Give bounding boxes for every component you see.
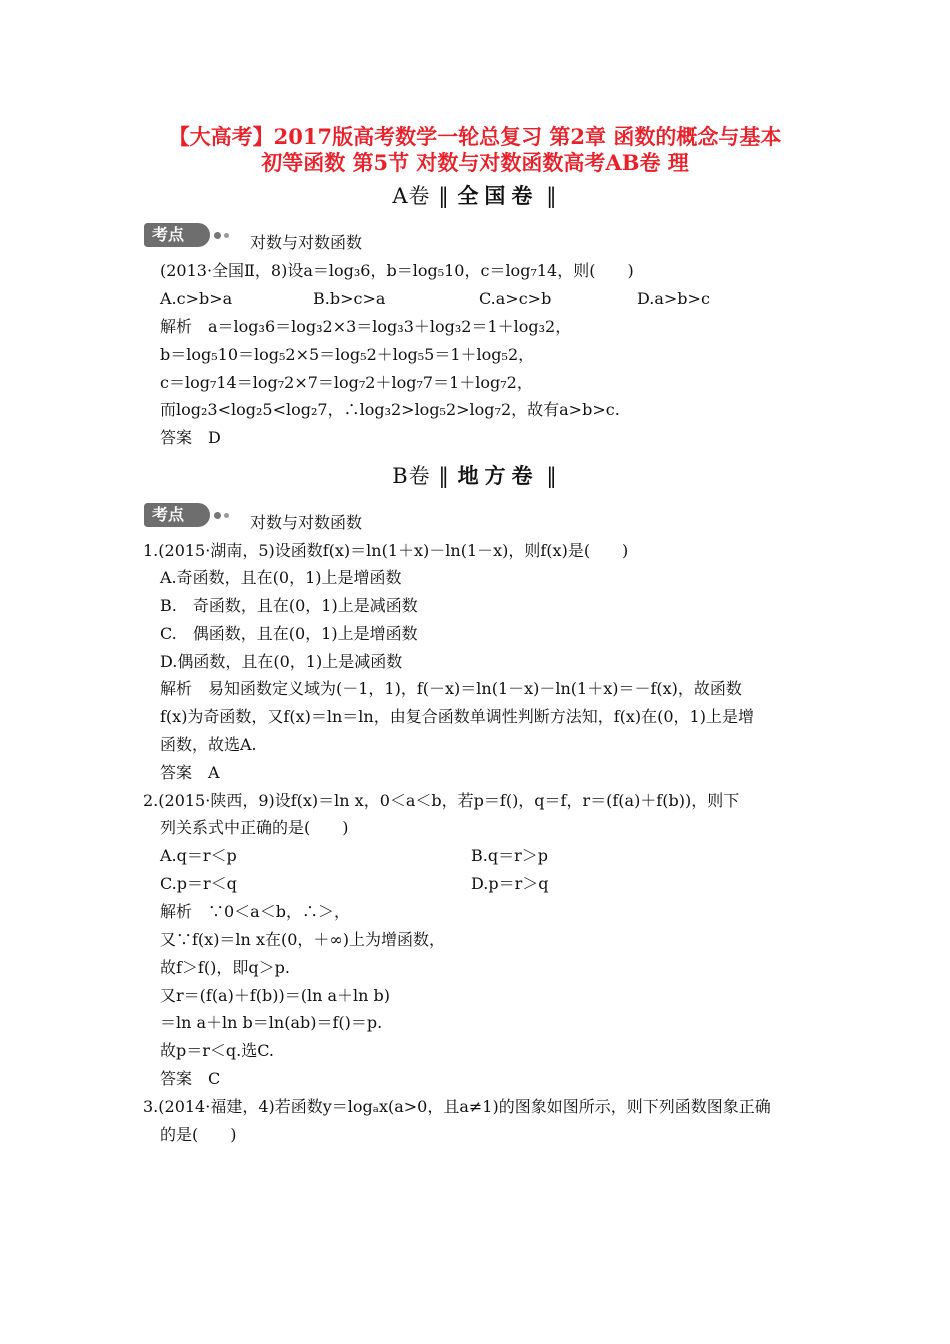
kaodian-badge-b [144,500,232,530]
badge-dot-icon [224,513,229,518]
q2-analysis-line: 又r＝(f(a)＋f(b))＝(ln a＋ln b) [160,986,391,1005]
document-title-line1: 【大高考】2017版高考数学一轮总复习 第2章 函数的概念与基本 [168,124,782,149]
q2-analysis-line: 又∵f(x)＝ln x在(0，＋∞)上为增函数， [160,930,445,949]
q2-analysis-line: 故f＞f()，即q＞p. [160,958,290,977]
section-a-heading [0,182,950,210]
kaodian-badge-text: 考点 [152,225,185,244]
q3-stem-line2: 的是( ) [160,1125,237,1144]
q1-option-a: A.奇函数，且在(0，1)上是增函数 [160,568,402,587]
section-b-heading [0,462,950,490]
q2-option-d: D.p＝r＞q [471,874,549,893]
q3-stem-line1: 3.(2014·福建，4)若函数y＝logₐx(a>0，且a≠1)的图象如图所示，则下列函数图象正确 [143,1097,771,1116]
q2-option-b: B.q＝r＞p [471,846,548,865]
badge-dot-icon [224,233,229,238]
qa-analysis-line: b＝log₅10＝log₅2×5＝log₅2＋log₅5＝1＋log₅2， [160,345,535,364]
q1-option-b: B. 奇函数，且在(0，1)上是减函数 [160,596,418,615]
qa-analysis-line: 而log₂3<log₂5<log₂7，∴log₃2>log₅2>log₇2，故有a>b>c. [160,400,620,419]
qa-stem: (2013·全国Ⅱ，8)设a＝log₃6，b＝log₅10，c＝log₇14，则( ) [160,261,634,280]
document-title-line2: 初等函数 第5节 对数与对数函数高考AB卷 理 [261,150,689,175]
section-a-prefix: A卷 [392,184,431,208]
q1-stem: 1.(2015·湖南，5)设函数f(x)＝ln(1＋x)－ln(1－x)，则f(x)是( ) [143,541,629,560]
kaodian-badge-a [144,220,232,250]
q1-option-c: C. 偶函数，且在(0，1)上是增函数 [160,624,418,643]
section-a-separator: ‖ [438,184,450,208]
q1-option-d: D.偶函数，且在(0，1)上是减函数 [160,652,403,671]
badge-dot-icon [214,512,221,519]
q2-analysis-line: 解析 ∵0＜a＜b，∴＞， [160,902,350,921]
kaodian-topic-b: 对数与对数函数 [250,513,363,532]
section-b-name: 地方卷 [457,463,539,488]
q1-analysis-line: f(x)为奇函数，又f(x)＝ln＝ln，由复合函数单调性判断方法知，f(x)在(0，1)上是增 [160,707,754,726]
qa-option-c: C.a>c>b [479,289,552,308]
qa-answer: 答案 D [160,428,221,447]
kaodian-badge-text: 考点 [152,505,185,524]
q1-answer: 答案 A [160,763,220,782]
q2-option-a: A.q＝r＜p [160,846,237,865]
q2-answer: 答案 C [160,1069,221,1088]
section-a-separator-end: ‖ [546,184,558,208]
q2-analysis-line: 故p＝r＜q.选C. [160,1041,274,1060]
section-a-name: 全国卷 [457,183,539,208]
section-b-separator: ‖ [438,464,450,488]
qa-option-b: B.b>c>a [313,289,386,308]
q2-analysis-line: ＝ln a＋ln b＝ln(ab)＝f()＝p. [160,1013,383,1032]
qa-analysis-line: c＝log₇14＝log₇2×7＝log₇2＋log₇7＝1＋log₇2， [160,373,533,392]
q1-analysis-line: 函数，故选A. [160,735,257,754]
kaodian-topic-a: 对数与对数函数 [250,233,363,252]
q2-stem-line2: 列关系式中正确的是( ) [160,818,349,837]
q2-option-c: C.p＝r＜q [160,874,237,893]
q1-analysis-line: 解析 易知函数定义域为(－1，1)，f(－x)＝ln(1－x)－ln(1＋x)＝－f(x)，故函数 [160,679,742,698]
q2-stem-line1: 2.(2015·陕西，9)设f(x)＝ln x，0＜a＜b，若p＝f()，q＝f，r＝(f(a)＋f(b))，则下 [143,791,740,810]
section-b-prefix: B卷 [392,464,431,488]
qa-option-d: D.a>b>c [637,289,710,308]
qa-analysis-line: 解析 a＝log₃6＝log₃2×3＝log₃3＋log₃2＝1＋log₃2， [160,317,572,336]
badge-dot-icon [214,232,221,239]
qa-option-a: A.c>b>a [160,289,233,308]
section-b-separator-end: ‖ [546,464,558,488]
